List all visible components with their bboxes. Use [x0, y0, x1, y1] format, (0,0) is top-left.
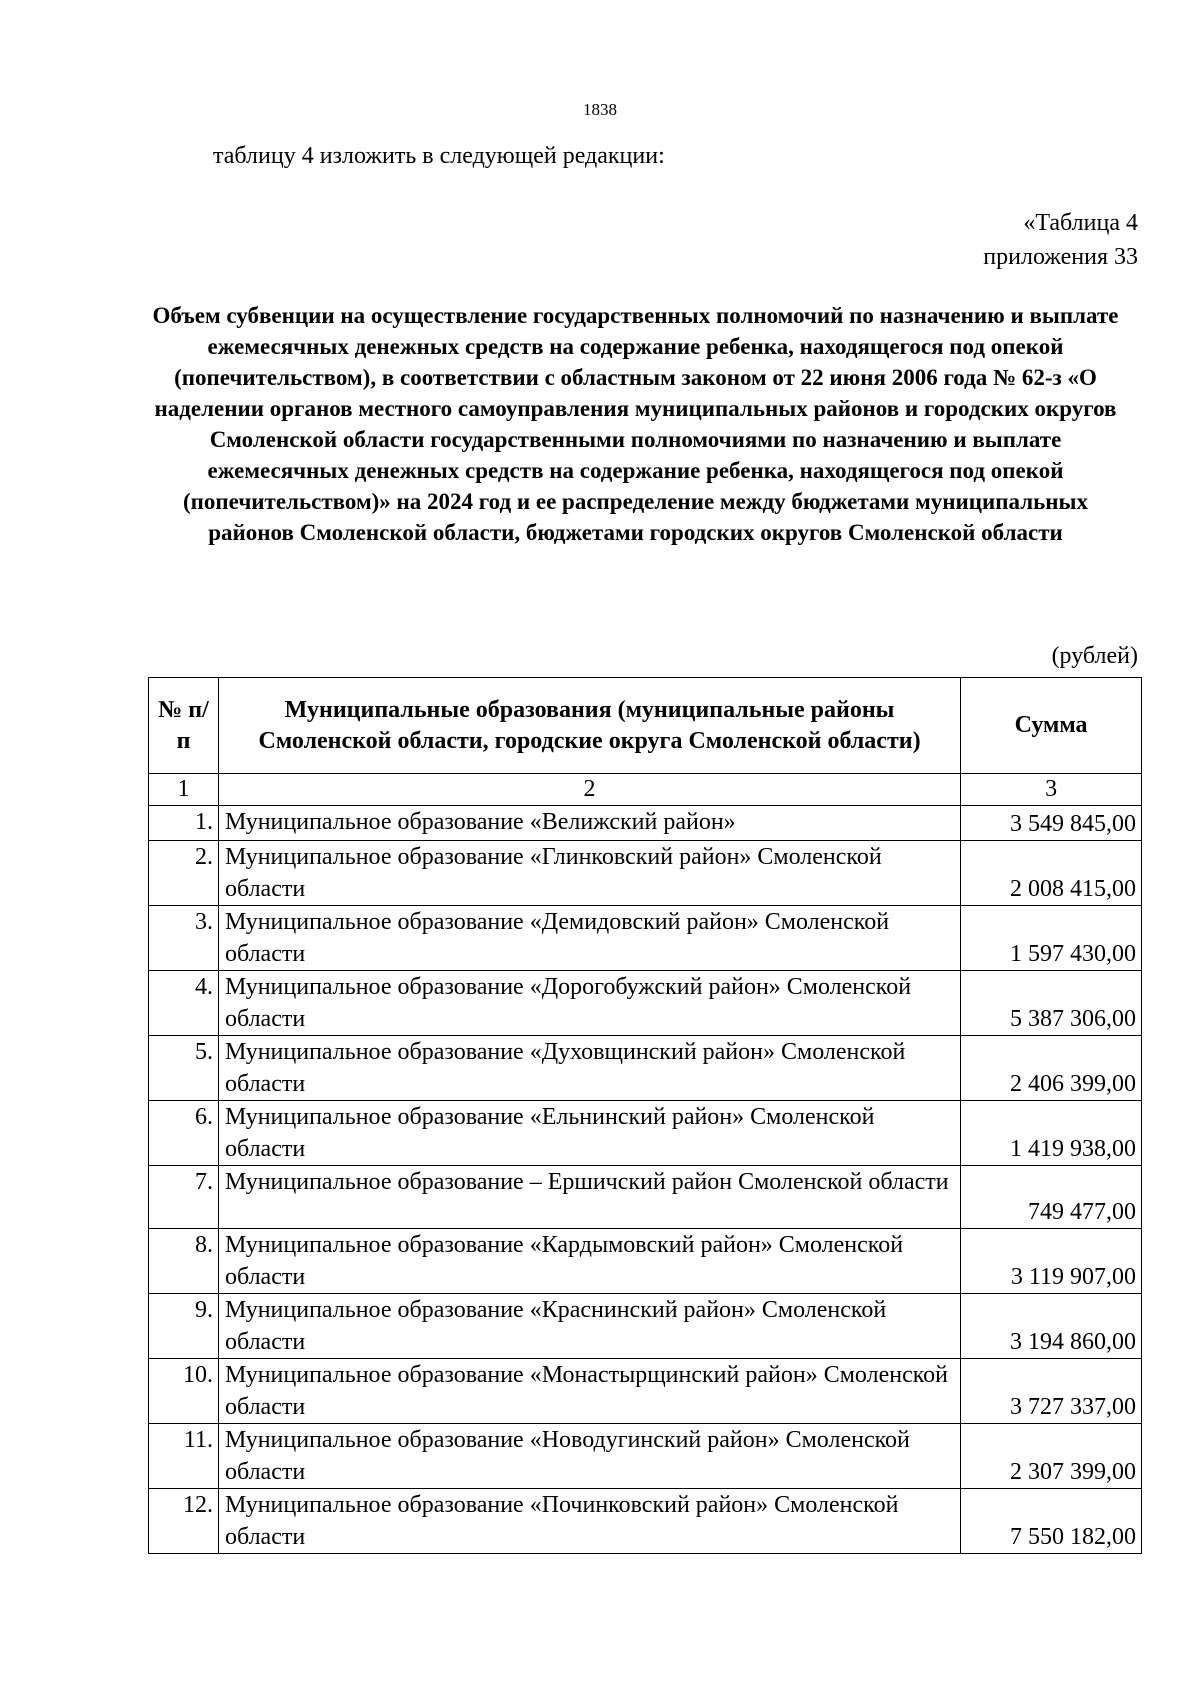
row-number: 6. [149, 1101, 219, 1166]
units-label: (рублей) [1051, 643, 1138, 669]
table-header-row [149, 678, 1142, 774]
column-number: 1 [149, 774, 219, 806]
row-amount: 749 477,00 [961, 1166, 1142, 1229]
row-number: 5. [149, 1036, 219, 1101]
row-municipality-name: Муниципальное образование «Дорогобужский район» Смоленской области [218, 971, 960, 1036]
subvention-table [148, 677, 1142, 1554]
row-municipality-name: Муниципальное образование «Ельнинский район» Смоленской области [218, 1101, 960, 1166]
document-title: Объем субвенции на осуществление государственных полномочий по назначению и выплате ежемесячных денежных средств на содержание ребенка, находящегося под опекой (попечительством), в соответствии с областным законом от 22 июня 2006 года № 62-з «О наделении органов местного самоуправления муниципальных районов и городских округов Смоленской области государственными полномочиями по назначению и выплате ежемесячных денежных средств на содержание ребенка, находящегося под опекой (попечительством)» на 2024 год и ее распределение между бюджетами муниципальных районов Смоленской области, бюджетами городских округов Смоленской области [152, 303, 1119, 545]
row-number: 11. [149, 1424, 219, 1489]
row-municipality-name: Муниципальное образование – Ершичский район Смоленской области [218, 1166, 960, 1229]
table-reference-line-1: «Таблица 4 [1023, 210, 1138, 236]
table-row [149, 1489, 1142, 1554]
row-municipality-name: Муниципальное образование «Духовщинский район» Смоленской области [218, 1036, 960, 1101]
row-municipality-name: Муниципальное образование «Велижский район» [218, 806, 960, 841]
row-municipality-name: Муниципальное образование «Краснинский район» Смоленской области [218, 1294, 960, 1359]
row-amount: 2 008 415,00 [961, 841, 1142, 906]
row-municipality-name: Муниципальное образование «Глинковский район» Смоленской области [218, 841, 960, 906]
table-row [149, 1101, 1142, 1166]
header-municipality: Муниципальные образования (муниципальные районы Смоленской области, городские округа Смоленской области) [218, 678, 960, 774]
row-number: 8. [149, 1229, 219, 1294]
header-amount: Сумма [961, 678, 1142, 774]
page-number: 1838 [583, 100, 617, 119]
row-municipality-name: Муниципальное образование «Кардымовский район» Смоленской области [218, 1229, 960, 1294]
row-amount: 7 550 182,00 [961, 1489, 1142, 1554]
row-number: 9. [149, 1294, 219, 1359]
row-municipality-name: Муниципальное образование «Монастырщинский район» Смоленской области [218, 1359, 960, 1424]
row-municipality-name: Муниципальное образование «Демидовский район» Смоленской области [218, 906, 960, 971]
row-amount: 5 387 306,00 [961, 971, 1142, 1036]
table-row [149, 971, 1142, 1036]
row-amount: 2 406 399,00 [961, 1036, 1142, 1101]
row-amount: 3 549 845,00 [961, 806, 1142, 841]
row-number: 2. [149, 841, 219, 906]
row-municipality-name: Муниципальное образование «Починковский район» Смоленской области [218, 1489, 960, 1554]
row-number: 7. [149, 1166, 219, 1229]
row-number: 12. [149, 1489, 219, 1554]
row-amount: 3 727 337,00 [961, 1359, 1142, 1424]
table-row [149, 1036, 1142, 1101]
row-municipality-name: Муниципальное образование «Новодугинский район» Смоленской области [218, 1424, 960, 1489]
row-number: 10. [149, 1359, 219, 1424]
table-row [149, 1229, 1142, 1294]
table-row [149, 1359, 1142, 1424]
table-row [149, 806, 1142, 841]
table-reference-line-2: приложения 33 [983, 244, 1138, 270]
table-row [149, 1166, 1142, 1229]
row-amount: 3 194 860,00 [961, 1294, 1142, 1359]
row-amount: 1 419 938,00 [961, 1101, 1142, 1166]
column-numbers-row [149, 774, 1142, 806]
row-number: 4. [149, 971, 219, 1036]
column-number: 3 [961, 774, 1142, 806]
table-row [149, 1294, 1142, 1359]
column-number: 2 [218, 774, 960, 806]
row-number: 1. [149, 806, 219, 841]
row-amount: 3 119 907,00 [961, 1229, 1142, 1294]
row-amount: 1 597 430,00 [961, 906, 1142, 971]
row-amount: 2 307 399,00 [961, 1424, 1142, 1489]
table-row [149, 841, 1142, 906]
table-row [149, 1424, 1142, 1489]
row-number: 3. [149, 906, 219, 971]
intro-text: таблицу 4 изложить в следующей редакции: [213, 143, 665, 169]
header-number: № п/п [149, 678, 219, 774]
table-row [149, 906, 1142, 971]
table-reference [983, 206, 1138, 274]
